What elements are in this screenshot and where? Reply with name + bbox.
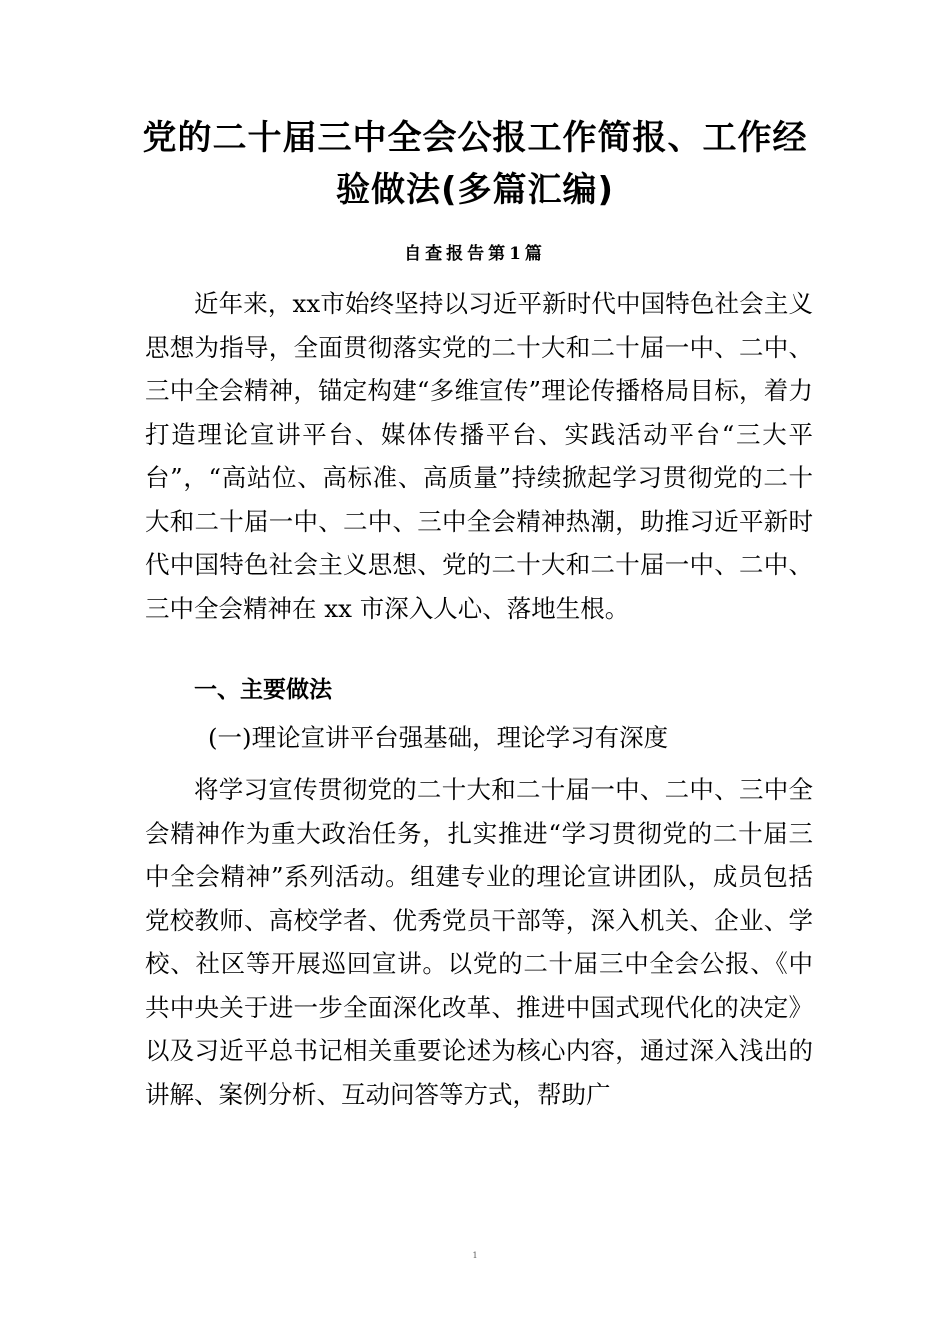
subsection-heading: (一)理论宣讲平台强基础，理论学习有深度 — [208, 723, 669, 752]
document-title: 党的二十届三中全会公报工作简报、工作经验做法(多篇汇编) — [142, 118, 808, 210]
page-number: 1 — [472, 1251, 478, 1260]
document-subtitle: 自查报告第1篇 — [404, 244, 546, 264]
section-heading: 一、主要做法 — [194, 677, 332, 703]
intro-paragraph: 近年来，xx市始终坚持以习近平新时代中国特色社会主义思想为指导，全面贯彻落实党的二十大和二十届一中、二中、三中全会精神，锚定构建“多维宣传”理论传播格局目标，着力打造理论宣讲平台、媒体传播平台、实践活动平台“三大平台”，“高站位、高标准、高质量”持续掀起学习贯彻党的二十大和二十届一中、二中、三中全会精神热潮，助推习近平新时代中国特色社会主义思想、党的二十大和二十届一中、二中、三中全会精神在 xx 市深入人心、落地生根。 — [145, 289, 813, 623]
body-paragraph: 将学习宣传贯彻党的二十大和二十届一中、二中、三中全会精神作为重大政治任务，扎实推进“学习贯彻党的二十届三中全会精神”系列活动。组建专业的理论宣讲团队，成员包括党校教师、高校学者、优秀党员干部等，深入机关、企业、学校、社区等开展巡回宣讲。以党的二十届三中全会公报、《中共中央关于进一步全面深化改革、推进中国式现代化的决定》以及习近平总书记相关重要论述为核心内容，通过深入浅出的讲解、案例分析、互动问答等方式，帮助广 — [145, 775, 813, 1109]
